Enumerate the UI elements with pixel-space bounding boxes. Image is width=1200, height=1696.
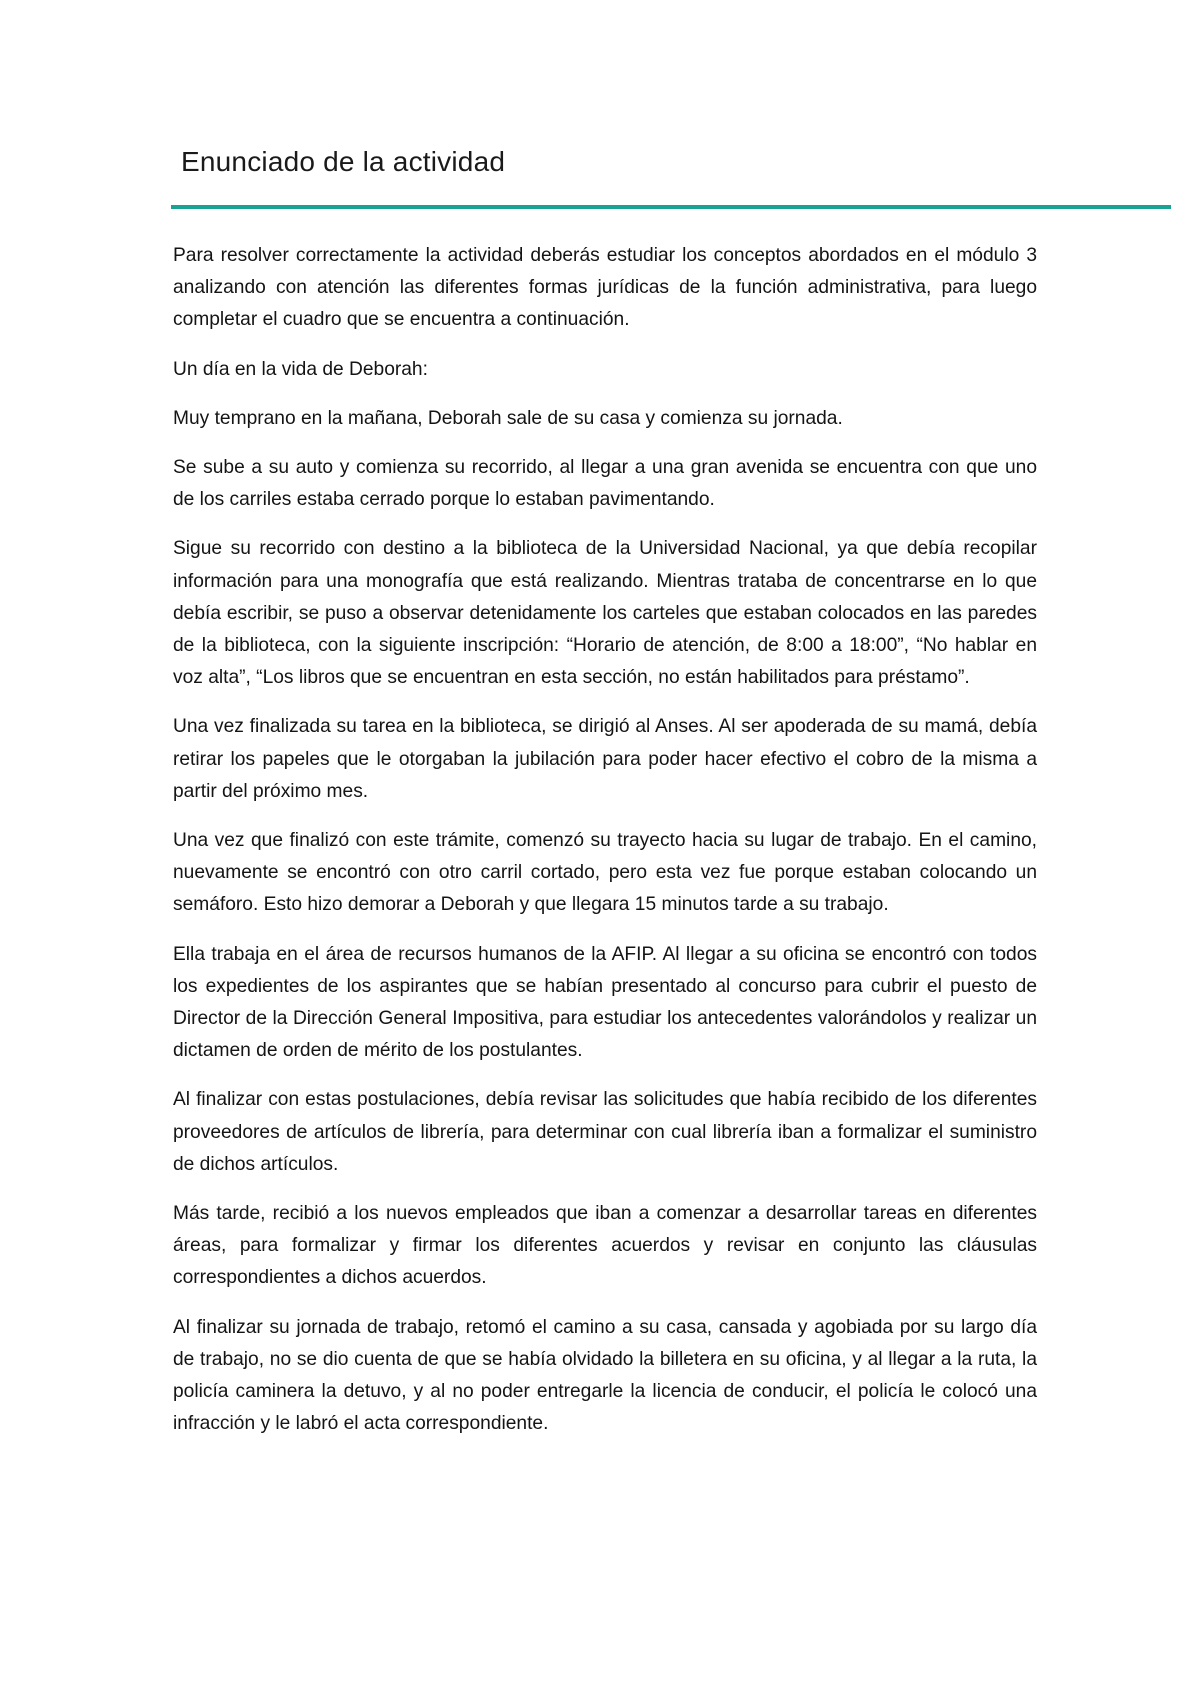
paragraph-avenue: Se sube a su auto y comienza su recorrido, al llegar a una gran avenida se encuentra con que uno de los carriles estaba cerrado porque lo estaban pavimentando. xyxy=(173,457,1037,511)
title-divider xyxy=(171,205,1171,209)
page-title: Enunciado de la actividad xyxy=(181,146,506,177)
paragraph-intro: Un día en la vida de Deborah: xyxy=(173,358,428,380)
paragraph-commute: Una vez que finalizó con este trámite, comenzó su trayecto hacia su lugar de trabajo. En el camino, nuevamente se encontró con otro carril cortado, pero esta vez fue porque estaban colocando un semáforo. Esto hizo demorar a Deborah y que llegara 15 minutos tarde a su trabajo. xyxy=(173,830,1037,916)
paragraph-anses: Una vez finalizada su tarea en la biblioteca, se dirigió al Anses. Al ser apoderada de su mamá, debía retirar los papeles que le otorgaban la jubilación para poder hacer efectivo el cobro de la misma a partir del próximo mes. xyxy=(173,716,1037,802)
document-body xyxy=(173,240,1037,1458)
paragraph-evening: Al finalizar su jornada de trabajo, retomó el camino a su casa, cansada y agobiada por su largo día de trabajo, no se dio cuenta de que se había olvidado la billetera en su oficina, y al llegar a la ruta, la policía caminera la detuvo, y al no poder entregarle la licencia de conducir, el policía le colocó una infracción y le labró el acta correspondiente. xyxy=(173,1316,1037,1435)
paragraph-employees: Más tarde, recibió a los nuevos empleados que iban a comenzar a desarrollar tareas en diferentes áreas, para formalizar y firmar los diferentes acuerdos y revisar en conjunto las cláusulas correspondientes a dichos acuerdos. xyxy=(173,1203,1037,1289)
paragraph-library: Sigue su recorrido con destino a la biblioteca de la Universidad Nacional, ya que debía recopilar información para una monografía que está realizando. Mientras trataba de concentrarse en lo que debía escribir, se puso a observar detenidamente los carteles que estaban colocados en las paredes de la biblioteca, con la siguiente inscripción: “Horario de atención, de 8:00 a 18:00”, “No hablar en voz alta”, “Los libros que se encuentran en esta sección, no están habilitados para préstamo”. xyxy=(173,538,1037,689)
paragraph-morning: Muy temprano en la mañana, Deborah sale de su casa y comienza su jornada. xyxy=(173,407,843,429)
paragraph-afip: Ella trabaja en el área de recursos humanos de la AFIP. Al llegar a su oficina se encontró con todos los expedientes de los aspirantes que se habían presentado al concurso para cubrir el puesto de Director de la Dirección General Impositiva, para estudiar los antecedentes valorándolos y realizar un dictamen de orden de mérito de los postulantes. xyxy=(173,943,1037,1062)
paragraph-instructions: Para resolver correctamente la actividad deberás estudiar los conceptos abordados en el módulo 3 analizando con atención las diferentes formas jurídicas de la función administrativa, para luego completar el cuadro que se encuentra a continuación. xyxy=(173,245,1037,331)
paragraph-suppliers: Al finalizar con estas postulaciones, debía revisar las solicitudes que había recibido de los diferentes proveedores de artículos de librería, para determinar con cual librería iban a formalizar el suministro de dichos artículos. xyxy=(173,1089,1037,1175)
